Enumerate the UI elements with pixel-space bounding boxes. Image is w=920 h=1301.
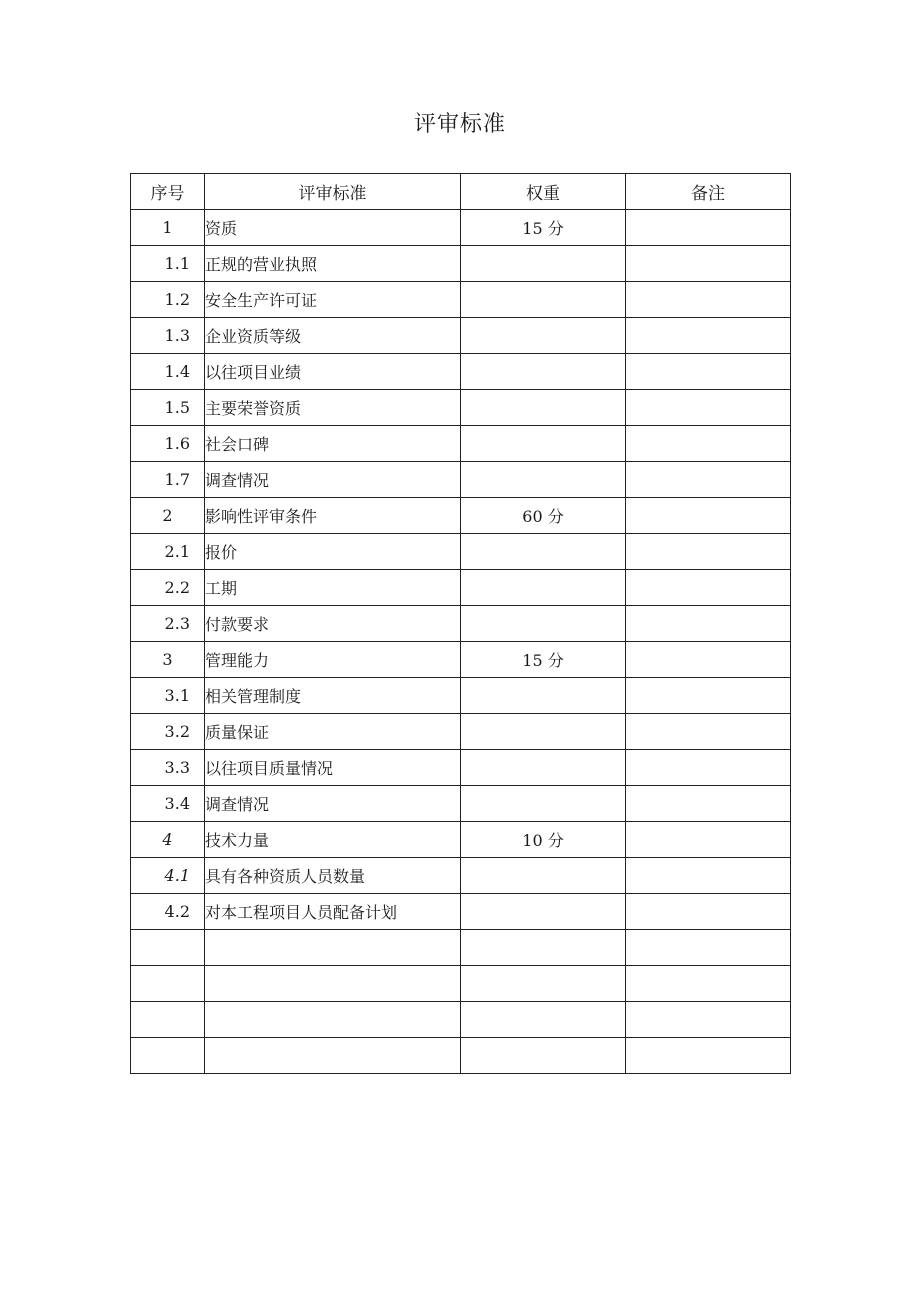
table-row	[131, 282, 791, 318]
row-weight	[461, 534, 626, 570]
row-note	[626, 750, 791, 786]
table-row	[131, 858, 791, 894]
row-weight	[461, 390, 626, 426]
row-number: 1.5	[131, 390, 205, 426]
row-criterion: 付款要求	[205, 606, 461, 642]
row-criterion: 影响性评审条件	[205, 498, 461, 534]
row-number: 1.2	[131, 282, 205, 318]
row-weight	[461, 678, 626, 714]
row-number: 1.1	[131, 246, 205, 282]
row-criterion: 以往项目业绩	[205, 354, 461, 390]
row-number: 4	[131, 822, 205, 858]
page-title: 评审标准	[413, 112, 506, 137]
table-row	[131, 426, 791, 462]
row-criterion: 调查情况	[205, 462, 461, 498]
row-number: 1.4	[131, 354, 205, 390]
row-note	[626, 210, 791, 246]
table-row	[131, 246, 791, 282]
row-weight: 15 分	[461, 210, 626, 246]
row-note	[626, 462, 791, 498]
row-weight	[461, 714, 626, 750]
row-note	[626, 606, 791, 642]
row-criterion: 技术力量	[205, 822, 461, 858]
row-number: 3	[131, 642, 205, 678]
row-criterion	[205, 966, 461, 1002]
row-weight: 60 分	[461, 498, 626, 534]
table-row	[131, 354, 791, 390]
table-row	[131, 822, 791, 858]
row-note	[626, 282, 791, 318]
row-note	[626, 1038, 791, 1074]
table-row	[131, 390, 791, 426]
row-note	[626, 498, 791, 534]
row-note	[626, 246, 791, 282]
row-criterion: 以往项目质量情况	[205, 750, 461, 786]
table-row	[131, 606, 791, 642]
row-weight	[461, 462, 626, 498]
row-criterion	[205, 1038, 461, 1074]
table-row	[131, 570, 791, 606]
row-weight: 15 分	[461, 642, 626, 678]
row-number: 3.3	[131, 750, 205, 786]
row-criterion: 调查情况	[205, 786, 461, 822]
row-number	[131, 966, 205, 1002]
row-weight	[461, 282, 626, 318]
table-row	[131, 714, 791, 750]
row-number	[131, 930, 205, 966]
row-note	[626, 354, 791, 390]
row-number: 3.4	[131, 786, 205, 822]
row-weight	[461, 750, 626, 786]
header-row	[131, 174, 791, 210]
row-note	[626, 858, 791, 894]
row-weight	[461, 606, 626, 642]
row-criterion: 管理能力	[205, 642, 461, 678]
row-weight	[461, 930, 626, 966]
table-row	[131, 750, 791, 786]
row-number: 3.1	[131, 678, 205, 714]
row-weight	[461, 786, 626, 822]
table-row	[131, 1002, 791, 1038]
row-criterion: 具有各种资质人员数量	[205, 858, 461, 894]
row-number: 4.2	[131, 894, 205, 930]
row-number: 1	[131, 210, 205, 246]
row-criterion: 质量保证	[205, 714, 461, 750]
table-row	[131, 894, 791, 930]
row-criterion: 主要荣誉资质	[205, 390, 461, 426]
row-note	[626, 534, 791, 570]
table-body	[131, 210, 791, 1074]
header-no: 序号	[131, 174, 205, 210]
row-note	[626, 642, 791, 678]
row-weight	[461, 570, 626, 606]
table-row	[131, 318, 791, 354]
table-row	[131, 462, 791, 498]
row-weight	[461, 426, 626, 462]
row-weight	[461, 1038, 626, 1074]
table-row	[131, 642, 791, 678]
row-note	[626, 570, 791, 606]
row-number: 1.7	[131, 462, 205, 498]
row-number: 2.3	[131, 606, 205, 642]
row-note	[626, 678, 791, 714]
row-number: 3.2	[131, 714, 205, 750]
header-weight: 权重	[461, 174, 626, 210]
row-note	[626, 1002, 791, 1038]
row-criterion: 社会口碑	[205, 426, 461, 462]
row-weight	[461, 858, 626, 894]
row-weight: 10 分	[461, 822, 626, 858]
row-criterion	[205, 930, 461, 966]
row-criterion: 安全生产许可证	[205, 282, 461, 318]
header-note: 备注	[626, 174, 791, 210]
header-item: 评审标准	[205, 174, 461, 210]
row-note	[626, 714, 791, 750]
table-row	[131, 1038, 791, 1074]
row-note	[626, 822, 791, 858]
row-number: 2	[131, 498, 205, 534]
table-row	[131, 498, 791, 534]
row-weight	[461, 894, 626, 930]
row-criterion: 正规的营业执照	[205, 246, 461, 282]
row-note	[626, 786, 791, 822]
row-number: 4.1	[131, 858, 205, 894]
row-number	[131, 1002, 205, 1038]
table-row	[131, 786, 791, 822]
criteria-table	[130, 173, 791, 1074]
row-weight	[461, 966, 626, 1002]
row-number: 2.1	[131, 534, 205, 570]
row-note	[626, 390, 791, 426]
row-note	[626, 930, 791, 966]
row-note	[626, 318, 791, 354]
row-criterion: 相关管理制度	[205, 678, 461, 714]
row-weight	[461, 246, 626, 282]
row-number: 1.3	[131, 318, 205, 354]
table-row	[131, 678, 791, 714]
row-weight	[461, 1002, 626, 1038]
row-criterion: 资质	[205, 210, 461, 246]
row-criterion: 企业资质等级	[205, 318, 461, 354]
table-row	[131, 930, 791, 966]
row-criterion	[205, 1002, 461, 1038]
row-number: 2.2	[131, 570, 205, 606]
row-weight	[461, 354, 626, 390]
table-row	[131, 210, 791, 246]
table-row	[131, 534, 791, 570]
row-note	[626, 426, 791, 462]
row-criterion: 报价	[205, 534, 461, 570]
row-note	[626, 966, 791, 1002]
row-number	[131, 1038, 205, 1074]
row-weight	[461, 318, 626, 354]
row-criterion: 对本工程项目人员配备计划	[205, 894, 461, 930]
row-number: 1.6	[131, 426, 205, 462]
row-note	[626, 894, 791, 930]
row-criterion: 工期	[205, 570, 461, 606]
table-row	[131, 966, 791, 1002]
